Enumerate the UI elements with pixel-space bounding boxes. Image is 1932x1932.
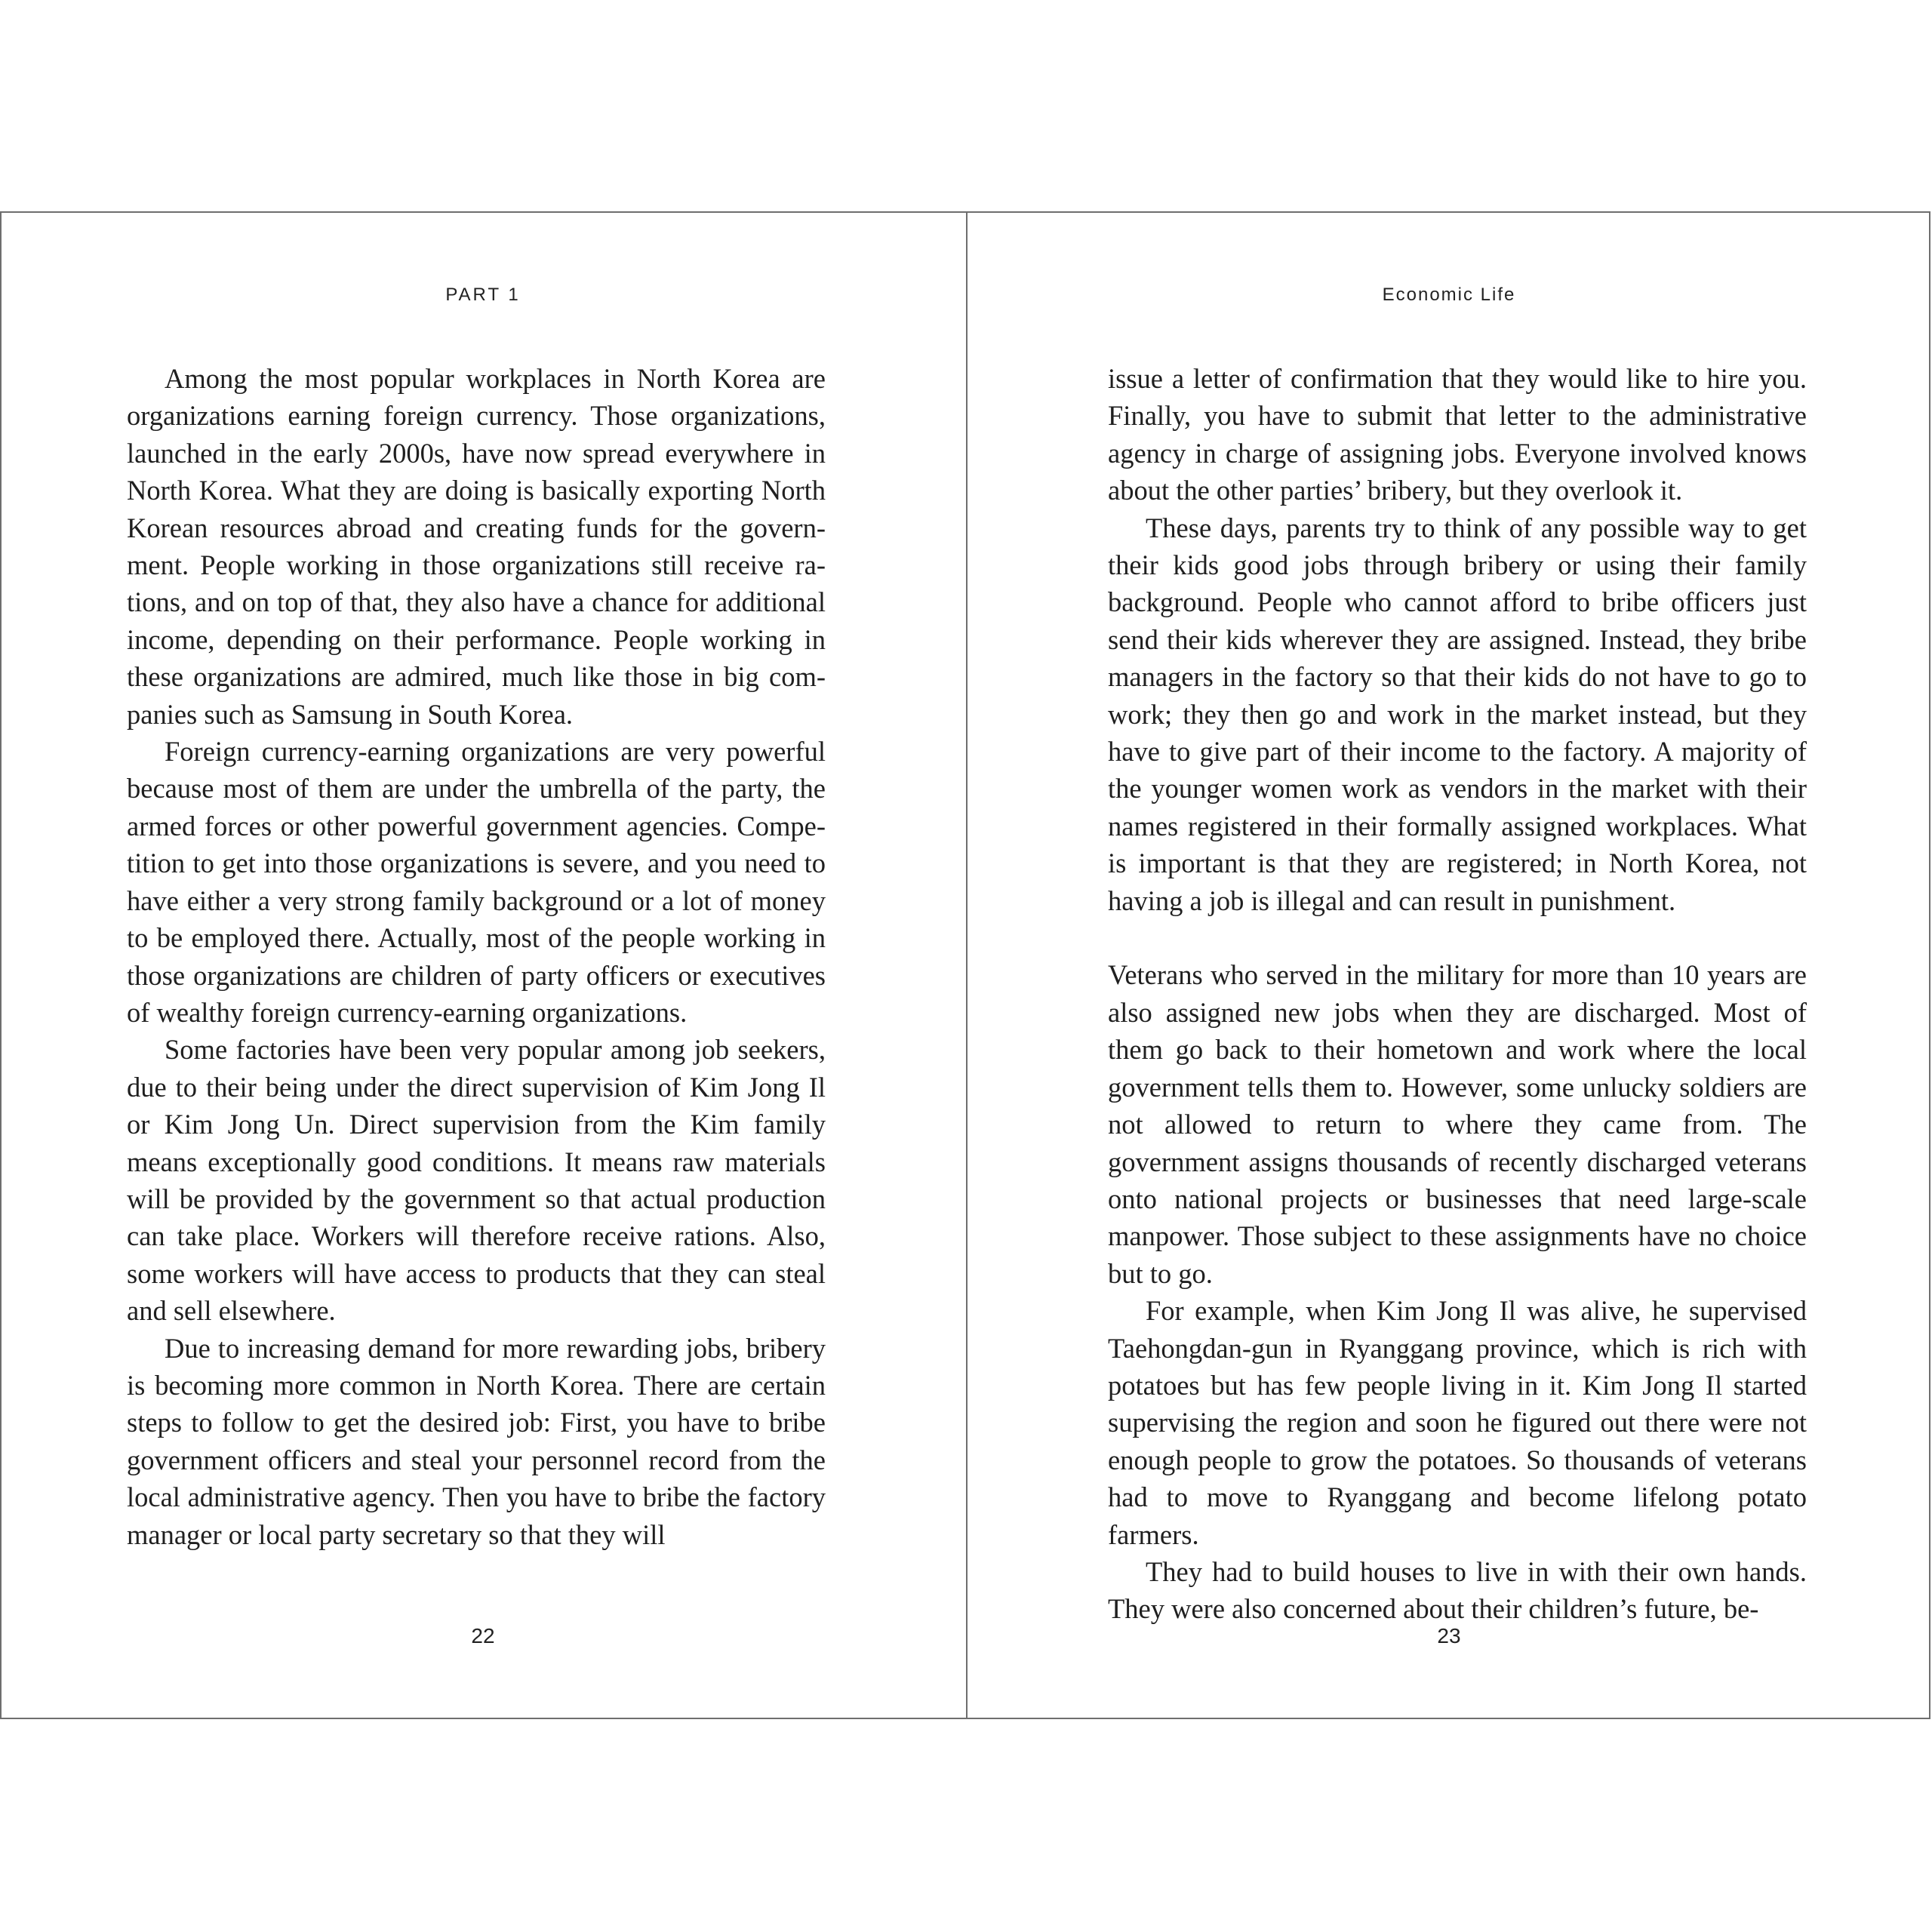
paragraph: These days, parents try to think of any possible way to get their kids good jobs through bribery or using their family background. People who cannot afford to bribe officers just send their kids wherever they are assigned. Instead, they bribe managers in the factory so that their kids do not have to go to work; they then go and work in the market instead, but they have to give part of their income to the factory. A majority of the younger women work as vendors in the market with their names registered in their formally assigned workplaces. What is important is that they are registered; in North Korea, not having a job is illegal and can result in punishment. — [1108, 512, 1807, 916]
paragraph: Foreign currency-earning organizations are very powerful because most of them are under the umbrella of the party, the armed forces or other powerful government agencies. Competition to get into those organizations is severe, and you need to have either a very strong family background or a lot of money to be employed there. Actually, most of the people working in those organizations are children of party officers or executives of wealthy foreign currency-earning organizations. — [127, 736, 826, 1028]
page-number: 22 — [471, 1624, 495, 1647]
running-head: Economic Life — [1382, 285, 1516, 305]
paragraph: issue a letter of confirmation that they would like to hire you. Finally, you have to submit that letter to the administrative agency in charge of assigning jobs. Everyone involved knows about the other parties’ bribery, but they overlook it. — [1108, 363, 1807, 506]
paragraph: Veterans who served in the military for more than 10 years are also assigned new jobs when they are discharged. Most of them go back to their hometown and work where the local government tells them to. However, some unlucky soldiers are not allowed to return to where they came from. The government assigns thousands of recently discharged veterans onto national projects or businesses that need large-scale manpower. Those subject to these assignments have no choice but to go. — [1108, 959, 1807, 1289]
body-text — [127, 360, 826, 1553]
paragraph: They had to build houses to live in with their own hands. They were also concerned about their children’s future, be- — [1108, 1555, 1807, 1625]
paragraph: Due to increasing demand for more rewarding jobs, bribery is becoming more common in North Korea. There are certain steps to follow to get the desired job: First, you have to bribe government officers and steal your personnel record from the local administrative agency. Then you have to bribe the factory manager or local party secretary so that they will — [127, 1332, 826, 1550]
paragraph: Some factories have been very popular among job seekers, due to their being under the direct supervision of Kim Jong Il or Kim Jong Un. Direct supervision from the Kim family means exceptionally good conditions. It means raw materials will be provided by the government so that actual production can take place. Workers will therefore receive rations. Also, some workers will have access to products that they can steal and sell elsewhere. — [127, 1034, 826, 1327]
running-head: PART 1 — [445, 285, 521, 305]
paragraph: For example, when Kim Jong Il was alive, he supervised Taehongdan-gun in Ryanggang province, which is rich with potatoes but has few people living in it. Kim Jong Il started supervising the region and soon he figured out there were not enough people to grow the potatoes. So thousands of veterans had to move to Ryanggang and become lifelong potato farmers. — [1108, 1295, 1807, 1550]
paragraph: Among the most popular workplaces in North Korea are organizations earning foreign currency. Those organizations, launched in the early 2000s, have now spread everywhere in North Korea. What they are doing is basically exporting North Korean resources abroad and creating funds for the government. People working in those organizations still receive rations, and on top of that, they also have a chance for additional income, depending on their performance. People working in these organizations are admired, much like those in big companies such as Samsung in South Korea. — [127, 363, 826, 730]
right-page — [968, 213, 1930, 1718]
book-spread — [0, 211, 1930, 1719]
left-page — [2, 213, 964, 1718]
body-text — [1108, 360, 1807, 1628]
page-number: 23 — [1437, 1624, 1461, 1647]
